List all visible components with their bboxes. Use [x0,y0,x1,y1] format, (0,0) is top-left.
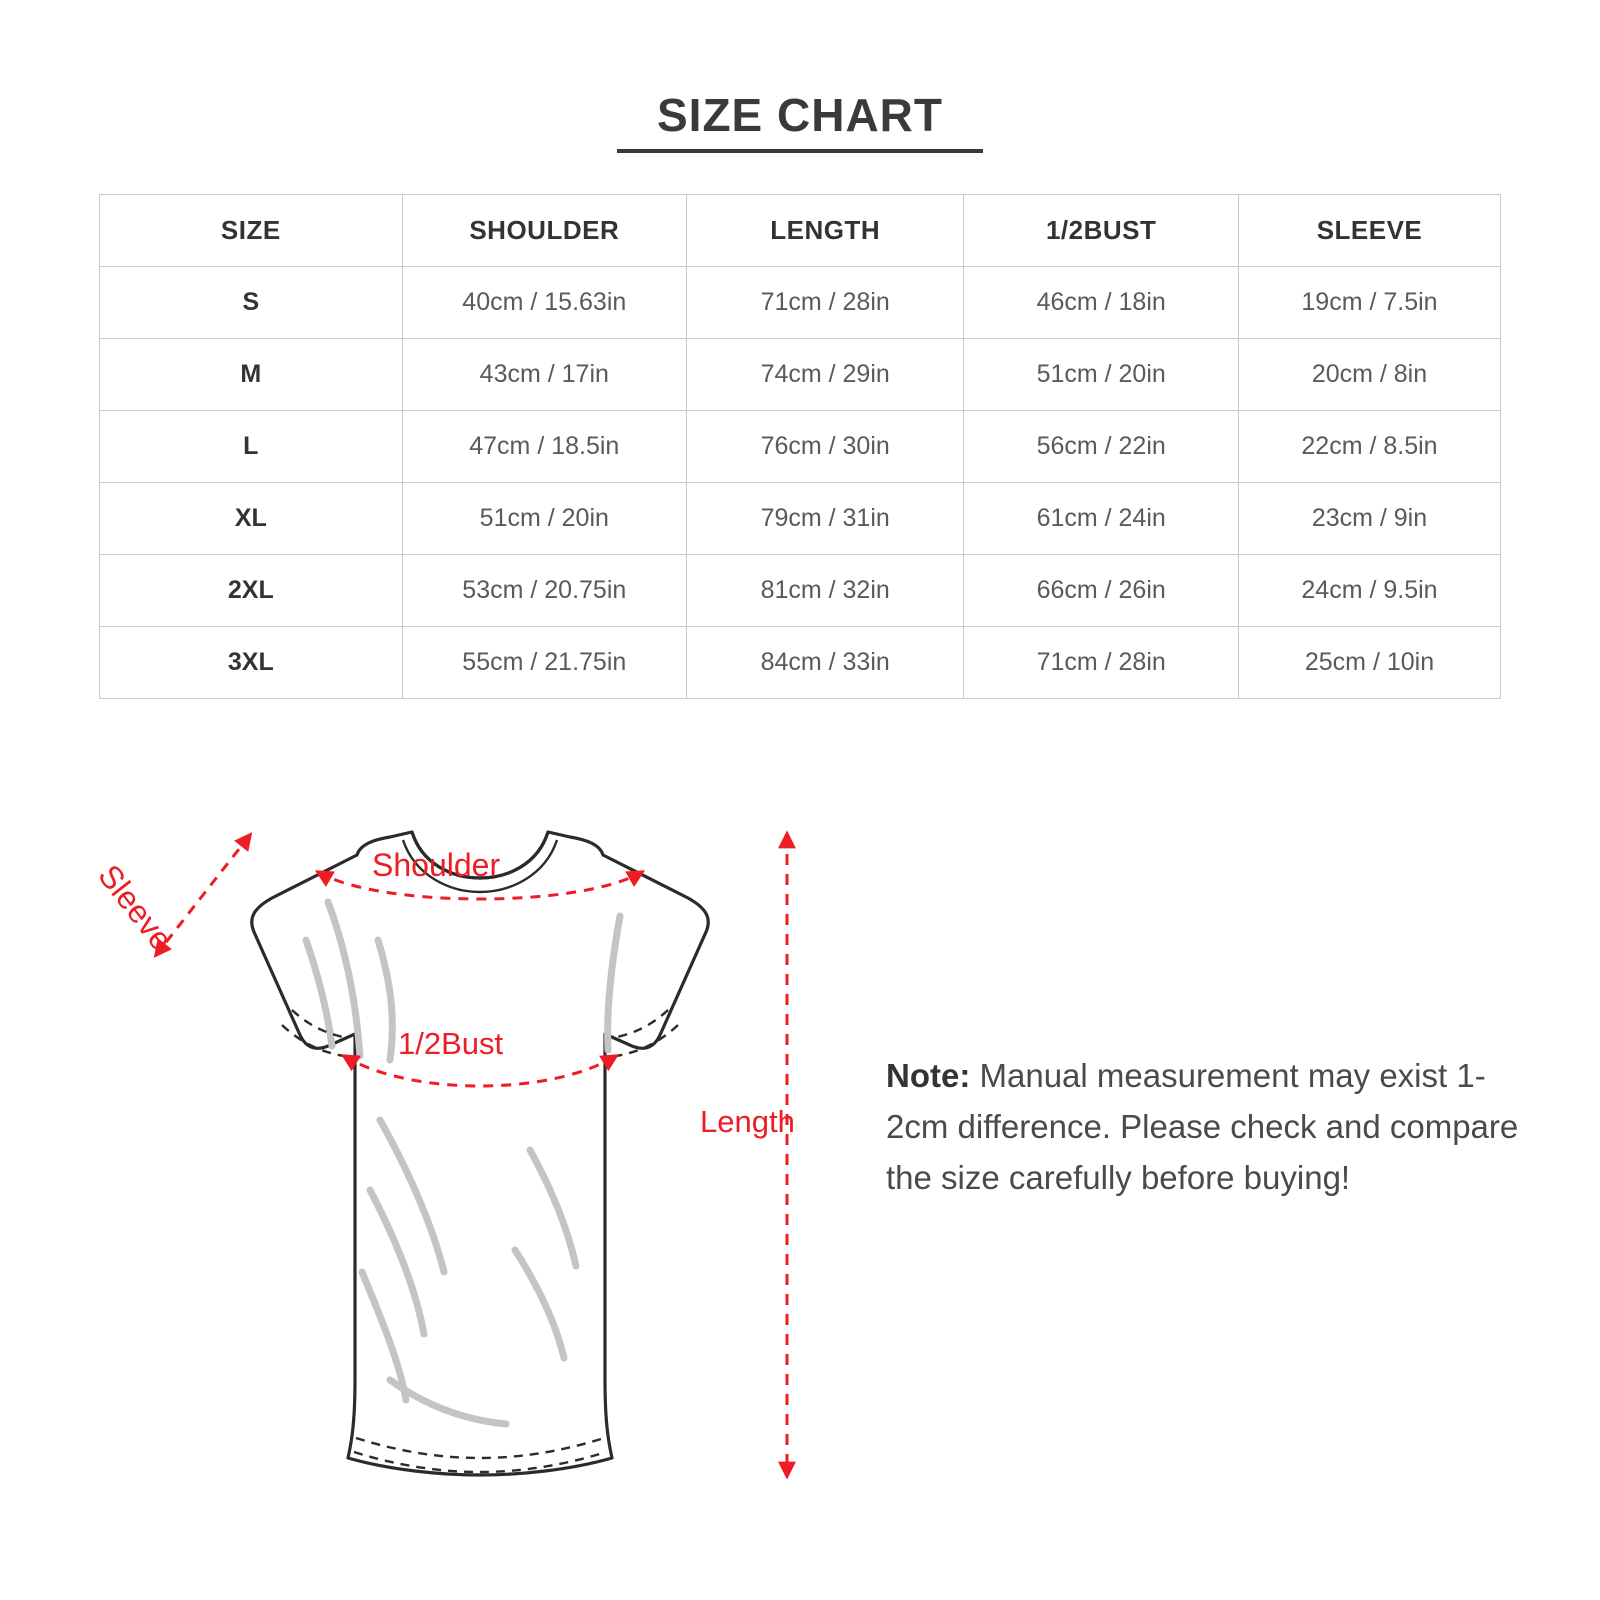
cell-sleeve: 19cm / 7.5in [1238,267,1500,339]
size-table-container [99,194,1501,699]
table-row [100,411,1501,483]
cell-size: S [100,267,403,339]
cell-bust: 51cm / 20in [964,339,1239,411]
tshirt-outline [252,832,709,1475]
cell-shoulder: 53cm / 20.75in [402,555,686,627]
cell-shoulder: 43cm / 17in [402,339,686,411]
cell-size: XL [100,483,403,555]
sleeve-label: Sleeve [91,857,180,958]
cell-sleeve: 23cm / 9in [1238,483,1500,555]
cell-shoulder: 47cm / 18.5in [402,411,686,483]
sleeve-dimension [91,835,250,957]
length-label: Length [700,1104,795,1139]
cell-sleeve: 24cm / 9.5in [1238,555,1500,627]
measurement-guide-section [0,820,1600,1600]
length-dimension [700,834,795,1476]
cell-length: 71cm / 28in [687,267,964,339]
column-header-size: SIZE [100,195,403,267]
cell-bust: 66cm / 26in [964,555,1239,627]
cell-shoulder: 55cm / 21.75in [402,627,686,699]
note-text: Manual measurement may exist 1-2cm difference. Please check and compare the size carefully before buying! [886,1057,1519,1197]
cell-bust: 56cm / 22in [964,411,1239,483]
column-header-length: LENGTH [687,195,964,267]
table-row [100,627,1501,699]
cell-size: 2XL [100,555,403,627]
cell-bust: 61cm / 24in [964,483,1239,555]
cell-sleeve: 22cm / 8.5in [1238,411,1500,483]
note-block [886,1050,1536,1203]
note-label: Note: [886,1057,971,1094]
cell-size: 3XL [100,627,403,699]
cell-size: M [100,339,403,411]
cell-bust: 46cm / 18in [964,267,1239,339]
table-row [100,339,1501,411]
table-row [100,267,1501,339]
page-title: SIZE CHART [657,89,943,141]
table-header-row [100,195,1501,267]
cell-length: 74cm / 29in [687,339,964,411]
size-chart-table [99,194,1501,699]
cell-length: 81cm / 32in [687,555,964,627]
cell-bust: 71cm / 28in [964,627,1239,699]
cell-shoulder: 40cm / 15.63in [402,267,686,339]
shoulder-label: Shoulder [372,847,501,883]
title-underline [617,149,983,153]
cell-length: 79cm / 31in [687,483,964,555]
bust-label: 1/2Bust [398,1026,504,1061]
tshirt-diagram [60,820,880,1540]
column-header-bust: 1/2BUST [964,195,1239,267]
table-row [100,555,1501,627]
column-header-sleeve: SLEEVE [1238,195,1500,267]
cell-length: 84cm / 33in [687,627,964,699]
cell-length: 76cm / 30in [687,411,964,483]
cell-sleeve: 25cm / 10in [1238,627,1500,699]
cell-sleeve: 20cm / 8in [1238,339,1500,411]
cell-shoulder: 51cm / 20in [402,483,686,555]
table-row [100,483,1501,555]
cell-size: L [100,411,403,483]
column-header-shoulder: SHOULDER [402,195,686,267]
